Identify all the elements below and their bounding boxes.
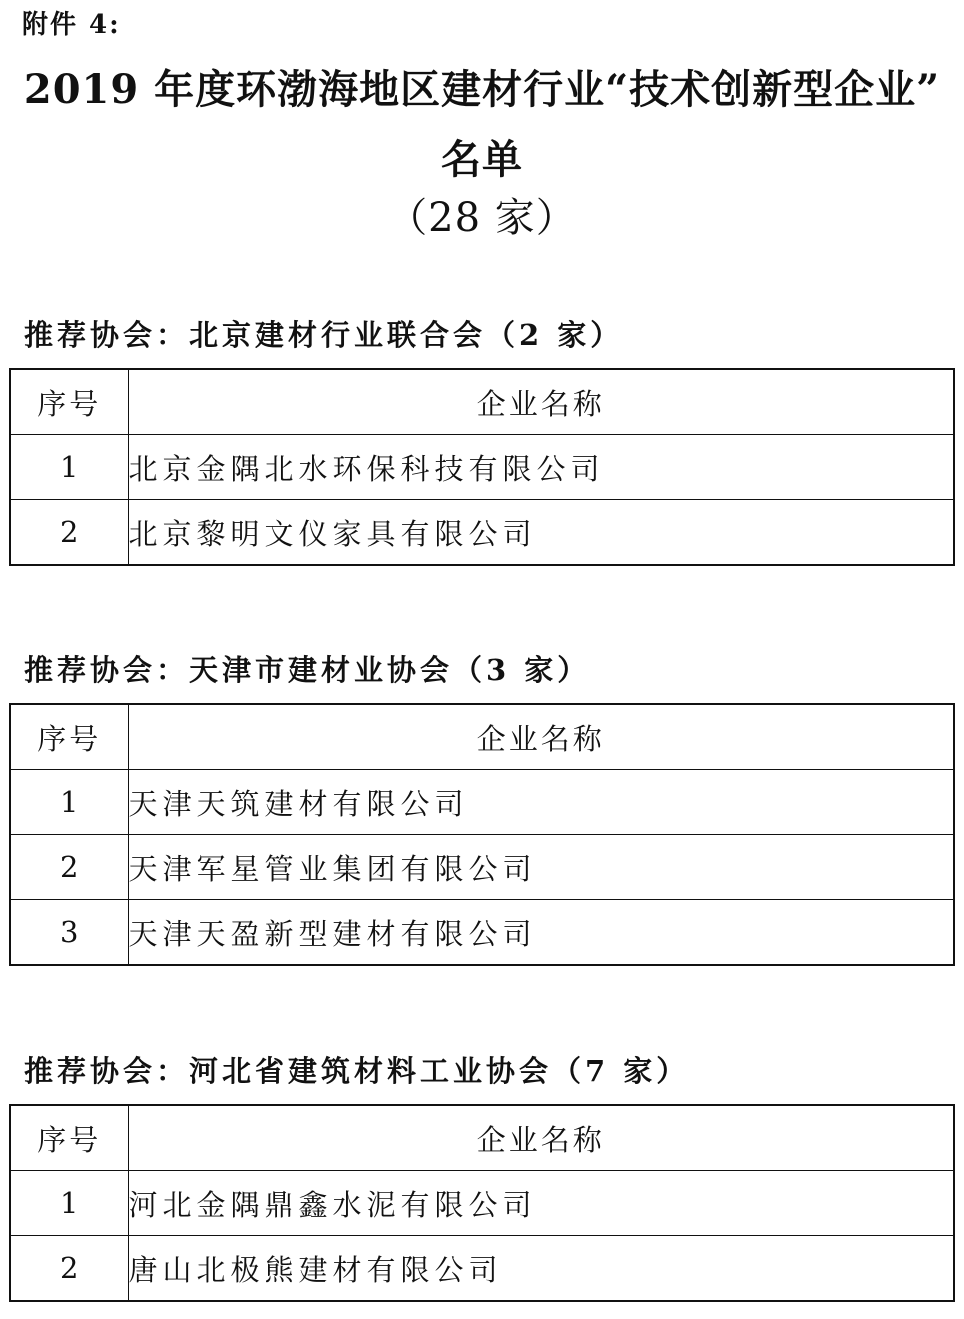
table-row xyxy=(10,500,954,566)
header-name: 企业名称 xyxy=(128,1105,954,1171)
table-row xyxy=(10,1171,954,1236)
section-heading-hebei: 推荐协会：河北省建筑材料工业协会（7 家） xyxy=(24,1054,690,1088)
row-company-name: 北京金隅北水环保科技有限公司 xyxy=(128,435,954,500)
table-header-row xyxy=(10,1105,954,1171)
company-table-hebei xyxy=(9,1104,955,1302)
document-count: （28 家） xyxy=(387,195,577,241)
row-index: 1 xyxy=(10,770,128,835)
section-heading-tianjin: 推荐协会：天津市建材业协会（3 家） xyxy=(24,653,591,687)
document-title: 2019 年度环渤海地区建材行业“技术创新型企业” xyxy=(23,66,941,113)
row-company-name: 唐山北极熊建材有限公司 xyxy=(128,1236,954,1302)
row-index: 2 xyxy=(10,1236,128,1302)
table-header-row xyxy=(10,704,954,770)
table-row xyxy=(10,1236,954,1302)
row-company-name: 北京黎明文仪家具有限公司 xyxy=(128,500,954,566)
document-title-line2: 名单 xyxy=(441,136,523,183)
row-company-name: 河北金隅鼎鑫水泥有限公司 xyxy=(128,1171,954,1236)
header-index: 序号 xyxy=(10,369,128,435)
company-table-tianjin xyxy=(9,703,955,966)
table-row xyxy=(10,900,954,966)
row-index: 1 xyxy=(10,1171,128,1236)
header-index: 序号 xyxy=(10,1105,128,1171)
row-company-name: 天津天筑建材有限公司 xyxy=(128,770,954,835)
table-row xyxy=(10,770,954,835)
row-company-name: 天津军星管业集团有限公司 xyxy=(128,835,954,900)
header-name: 企业名称 xyxy=(128,369,954,435)
table-row xyxy=(10,435,954,500)
table-row xyxy=(10,835,954,900)
attachment-label: 附件 4: xyxy=(22,10,121,40)
section-heading-beijing: 推荐协会：北京建材行业联合会（2 家） xyxy=(24,318,624,352)
company-table-beijing xyxy=(9,368,955,566)
row-index: 1 xyxy=(10,435,128,500)
table-header-row xyxy=(10,369,954,435)
row-company-name: 天津天盈新型建材有限公司 xyxy=(128,900,954,966)
row-index: 3 xyxy=(10,900,128,966)
row-index: 2 xyxy=(10,835,128,900)
header-name: 企业名称 xyxy=(128,704,954,770)
row-index: 2 xyxy=(10,500,128,566)
header-index: 序号 xyxy=(10,704,128,770)
